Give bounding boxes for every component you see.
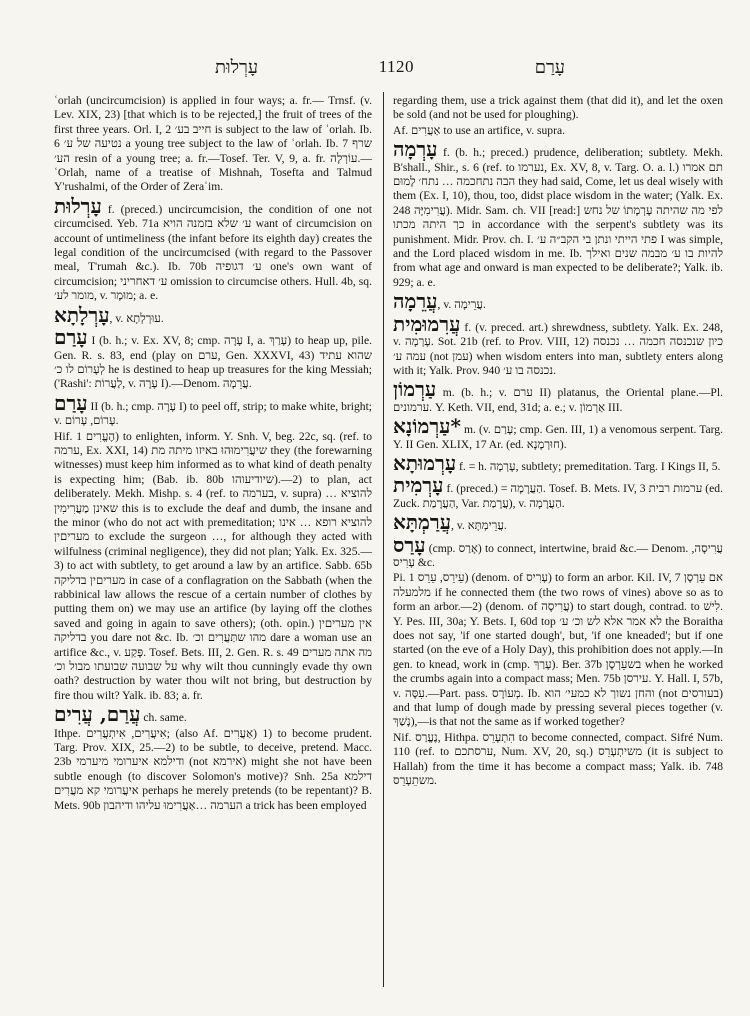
headword: עָרְלוּת: [54, 193, 102, 218]
headword: עֲרַמְתָּא: [393, 510, 452, 535]
page-number: 1120: [378, 57, 415, 76]
entry-text: f. (v. preced. art.) shrewdness, subtlety. Yalk. Ex. 248, v. עָרְמָה. Sot. 21b (ref. to Prov. VIII, 12) כיון שנכנסה חכמה … נכנסה עמה ע׳ (not עמן) when wisdom enters into man, subtlety enters along with it; Yalk. Prov. 940 נכנסה בו ע׳.: [393, 320, 724, 377]
headword: עַרְמוֹן: [393, 377, 437, 402]
entry-hif-text: Hif. הֶעֱרִים 1) to enlighten, inform. Y. Snh. V, beg. 22c, sq. (ref. to ערמה, Ex. XXI, 14) שיעֲרִימוּהוּ באיזו מיתה מת they (the forewarning witnesses) must keep him informed as to what kind of death penalty is expecting him; (Bab. ib. 80b שיודיעוהו).—2) to plan, act deliberately. Mekh. Mishp. s. 4 (ref. to בערמה, v. supra) להוציא … שאינן מַעֲרִימִין this is to exclude the deaf and dumb, the insane and the minor (who do not act with premeditation; להוציא רופא … אינו מעריםין to exclude the surgeon …, for although they acted with wilfulness (criminal negligence), they did not plan; Yalk. Ex. 325.—3) to act with subtlety, to get around a law by an artifice. Sabb. 65b מעריםין בדליקה in case of a conflagration on the Sabbath (when the rabbinical law allows the rescue of a certain number of clothes by putting them on) we may use an artifice (by laying off the clothes saved and going in again to save others); (oth. opin.) אין מעריםין בדליקה you dare not &c. Ib. מהו שתַּעֲרִים וכ׳ dare a woman use an artifice &c., v. פָּקַע. Tosef. Bets. III, 2. Gen. R. s. 49 מה אתה מערים על שבועה שבועתו מבול וכ׳ why wilt thou cunningly evade thy own oath? destruction by water thou wilt not bring, but destruction by fire thou wilt? Yalk. ib. 83; a. fr.: [54, 429, 373, 702]
entry-orlata: [54, 302, 372, 327]
headword: *עַרְמוֹנָא: [393, 414, 461, 439]
entry-text: , v. עוּרְלְתָא.: [109, 311, 164, 325]
page-header: [40, 52, 710, 82]
entry-aram-chaldaic: [54, 704, 372, 725]
header-left-guide-word: עָרְלוּת: [215, 56, 259, 78]
entry-text: f. = h. עָרְמָה, subtlety; premeditation. Targ. I Kings II, 5.: [456, 459, 721, 473]
entry-text: , v. עֲרֵימְתָּא.: [451, 519, 507, 533]
entry-orluth: [54, 193, 372, 304]
headword: עָרְמִית: [393, 473, 444, 498]
header-right-guide-word: עָרַם: [534, 56, 565, 78]
entry-text: (cmp. אָרַס) to connect, intertwine, braid &c.— Denom. עֲרִיסָה, עָרִיס &c.: [393, 541, 723, 569]
entry-pi-text: Pi. עֵירֵס, עֵרֵס 1) (denom. of עָרִיס) to form an arbor. Kil. IV, 7 אם עֵרְסָן מלמעלה if he connected them (the two rows of vines) above so as to form an arbor.—2) (denom. of עֲרִיסָה) to start dough, contrad. to לִישׁ. Y. Pes. III, 30a; Y. Bets. I, 60d top לא אמר אלא לש וכ׳ ע׳ the Boraitha does not say, 'if one started dough', but, 'if one kneaded'; but if one started (on the eve of a Holy Day), this prohibition does not apply.—In gen. to knead, work in (cmp. עָרַךְ). Ber. 37b בשעֵרְסָן when he worked the crumbs again into a compact mass; Men. 75b עירסן. Y. Hall. I, 57b, v. עִסָּה.—Part. pass. מְעוֹרָס. Ib. והחן נשוך לא כמעי׳ הוא (not בעורסים) and that lump of dough made by pressing several pieces together (v. נָשַׁךְ),—is that not the same as if worked together?: [393, 571, 723, 729]
af-text: Af. אַעֲרִים to use an artifice, v. supra.: [393, 123, 566, 137]
entry-aremah: [393, 291, 723, 312]
headword: עֲרֵמָה: [393, 289, 438, 314]
entry-armona: [393, 416, 723, 452]
entry-aram-i: [54, 327, 372, 392]
headword: עָרַם: [54, 325, 88, 350]
headword: עֲרַם, עֲרִים: [54, 702, 141, 727]
right-column: [393, 94, 723, 789]
headword: עֲרִמוּמִית: [393, 311, 461, 336]
entry-nif-text: Nif. נֶעֱרַס, Hithpa. הִתְעָרֵס to become connected, compact. Sifré Num. 110 (ref. to ערסתכם, Num. XV, 20, sq.) משיתְעָרֵס (it is subject to Hallah) from the time it has become a compact mass; Yalk. ib. 748 משתֵעָרֵס.: [393, 730, 723, 788]
continued-entry-text: regarding them, use a trick against them (that did it), and let the oxen be sold (and not be used for ploughing).: [393, 94, 723, 122]
entry-text: ch. same.: [140, 711, 187, 725]
continued-entry-text: ʿorlah (uncircumcision) is applied in four ways; a. fr.— Trnsf. (v. Lev. XIX, 23) [that which is to be rejected,] the fruit of trees of the first three years. Orl. I, 2 חייב בע׳ is subject to the law of ʿorlah. Ib. 6 נטיעה של ע׳ a young tree subject to the law of ʿorlah. Ib. 7 שרף הע׳ resin of a young tree; a. fr.—Tosef. Ter. V, 9, a. fr. עוֹרְלָה.—ʿOrlah, name of a treatise of Mishnah, Tosefta and Talmud Y'rushalmi, of the Order of Zeraʿim.: [54, 94, 372, 194]
entry-text: m. (v. עָרַם; cmp. Gen. III, 1) a venomous serpent. Targ. Y. II Gen. XLIX, 17 Ar. (ed. חוּרְמָנָא).: [393, 423, 723, 451]
entry-aram-ii: [54, 390, 373, 429]
entry-ormah: [393, 139, 723, 290]
entry-text: f. (preced.) = הַעֲרָמָה. Tosef. B. Mets. IV, 3 ערמות רבית (ed. Zuck. הַעֲרָמַת, Var. עֲרָמַת), v. הַעֲרָמָה.: [393, 482, 724, 510]
entry-text: m. (b. h.; v. ערם II) platanus, the Oriental plane.—Pl. ערמונים. Y. Keth. VII, end, 31d; a. e.; v. אַרְמוֹן III.: [393, 386, 723, 414]
entry-arimumith: [393, 311, 724, 379]
headword: עָרַם: [54, 390, 88, 415]
entry-armon: [393, 379, 723, 415]
entry-aramta: [393, 512, 723, 533]
entry-text: I (b. h.; v. Ex. XV, 8; cmp. עָרָה I, a. עָרַךְ) to heap up, pile. Gen. R. s. 83, end (play on ערם, Gen. XXXVI, 43) שהוא עתיד לְעָרוֹם לו כ׳ he is destined to heap up treasures for the king Messiah; ('Rashi': לַעֲרוֹת, v. עָרָה I).—Denom. עֲרֵמָה.: [54, 334, 372, 391]
entry-text: , v. עֲרֵימָה.: [437, 298, 486, 312]
left-column: [54, 94, 372, 814]
entry-aras: [393, 532, 723, 571]
headword: עָרַס: [393, 532, 426, 557]
entry-text: II (b. h.; cmp. עָרָה I) to peel off, strip; to make white, bright; v. עָרוֹם, עָרוֹם.: [54, 399, 373, 428]
headword: עָרְמוּתָא: [393, 450, 457, 475]
headword: עָרְלָתָא: [54, 302, 110, 327]
headword: עָרְמָה: [393, 137, 438, 162]
entry-ormith: [393, 475, 723, 511]
entry-text: f. (preced.) uncircumcision, the condition of one not circumcised. Yeb. 71a ע׳ שלא בזמנה הויא want of circumcision on account of untimeliness (the infant before its eighth day) creates the legal condition of the uncircumcised (with regard to the Passover meal, T'rumah &c.). Ib. 70b ע׳ דגופיה one's own want of circumcision; ע׳ דאחריני omission to circumcise others. Hull. 4b, sq. מומר לע׳, v. מוּמָר; a. e.: [54, 202, 372, 303]
column-divider: [383, 92, 384, 987]
entry-ithpe-text: Ithpe. אִיעֲרִים, אִיתְעֲרִים; (also Af. אַעֲרִים) 1) to become prudent. Targ. Prov. XIX, 25.—2) to be subtle, to deceive, pretend. Macc. 23b ודילמא איערומי מיערמי (not אירמא) might she not have been subtle enough (to discover Solomon's motive)? Snh. 25a דילמא איעֲרומי קא מעֲרִים perhaps he merely pretends (to be repentant)? B. Mets. 90b הערמה …אַעֲרִימוּ עליהו ודיהבון a trick has been employed: [54, 726, 372, 812]
entry-ormutha: [393, 450, 723, 475]
entry-text: f. (b. h.; preced.) prudence, deliberation; subtlety. Mekh. B'shall., Shir., s. 6 (ref. to נערמו, Ex. XV, 8, v. Targ. O. a. l.) תם אמרו הבה נתחכמה … נתח׳ לָמוּם they had said, Come, let us deal wisely with them (Ex. I, 10), thou, too, didst place wisdom in the water; (Yalk. Ex. 248 עֲרִימִיָּה). Midr. Sam. ch. VII [read:] לפי מה שהיתה עָרְמָתוֹ של נחש כך היתה מכתו in accordance with the serpent's subtlety was its punishment. Midr. Prov. ch. I. פתי הייתי ונתן בי הקב״ה ע׳ I was simple, and the Lord placed wisdom in me. Ib. להיות בו ע׳ מבמה שנים ואילך from what age and onward is man expected to be deliberate?; Yalk. ib. 929; a. e.: [393, 146, 723, 289]
